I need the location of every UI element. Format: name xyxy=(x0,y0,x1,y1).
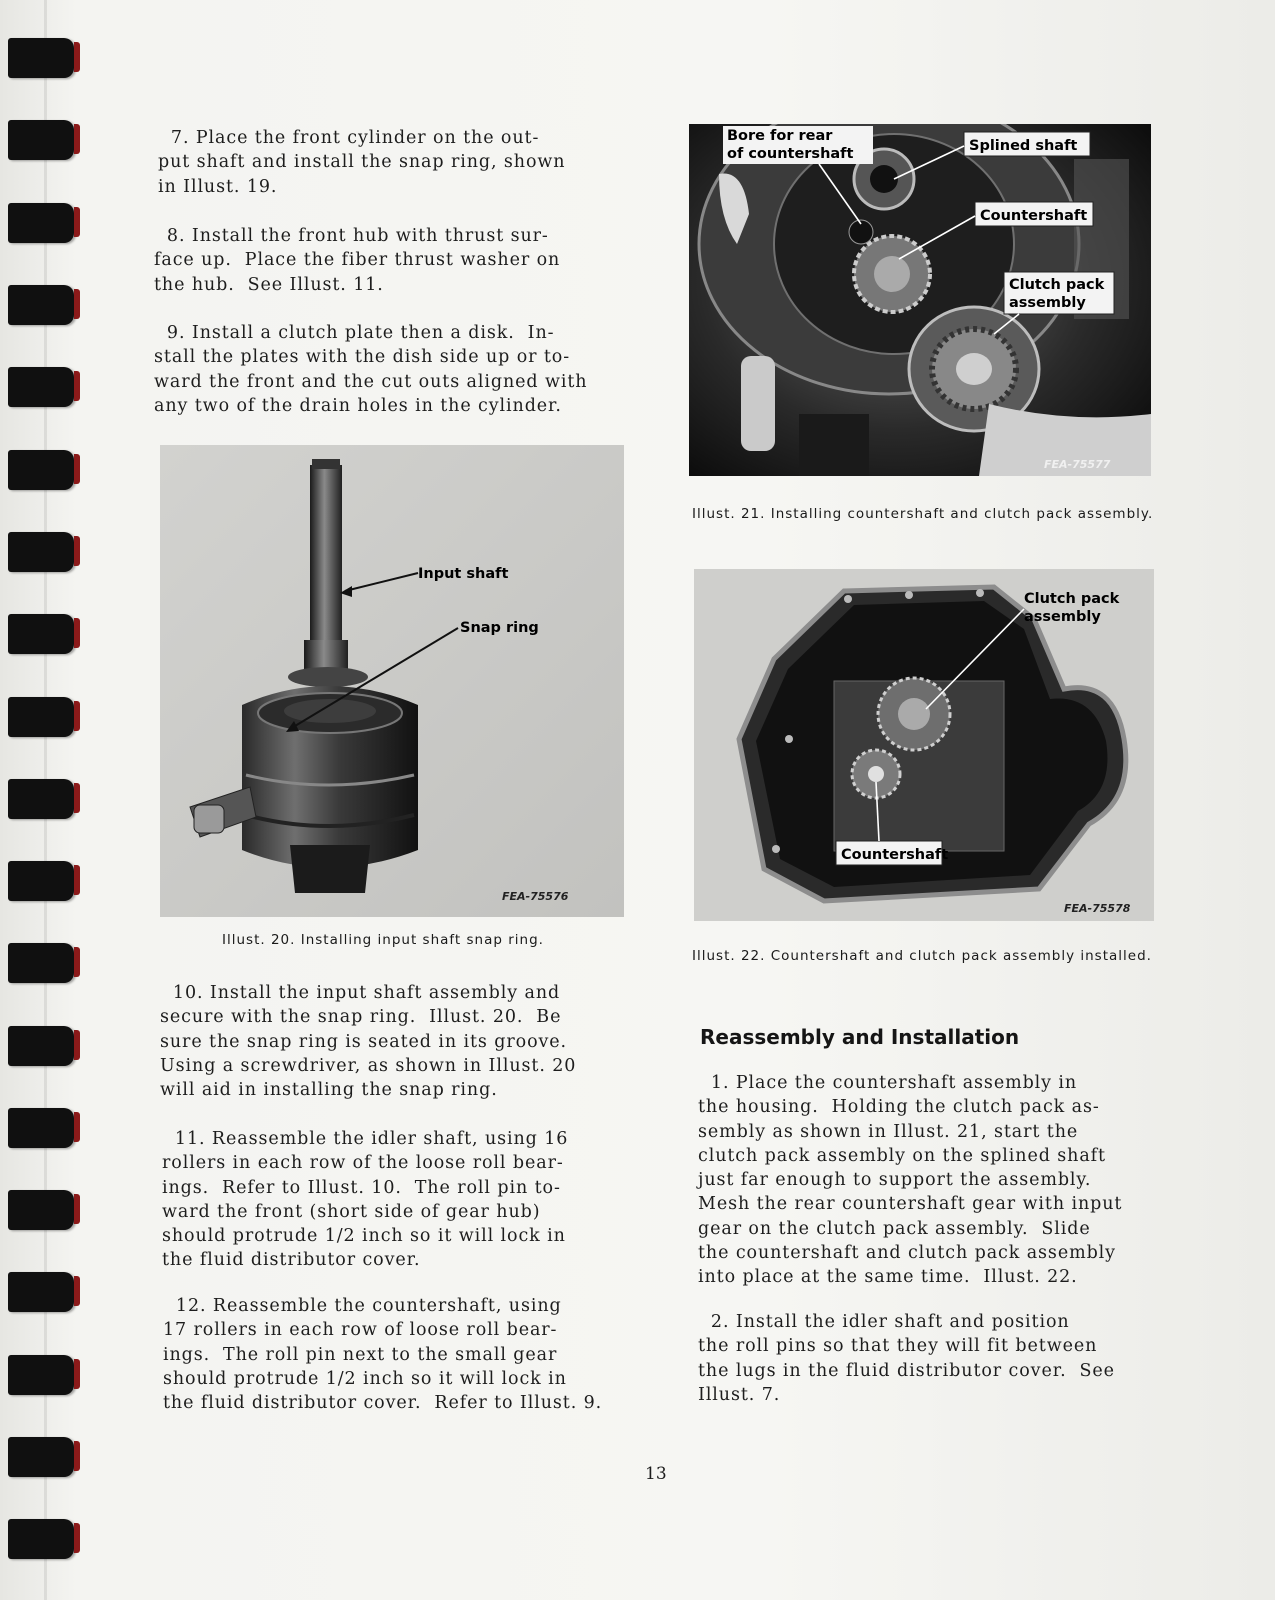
illust-20-code: FEA-75576 xyxy=(502,890,569,903)
illust-22-label-countershaft: Countershaft xyxy=(841,847,949,863)
illust-21-label-bore-1: Bore for rear xyxy=(727,128,833,144)
illust-20-label-snap-ring: Snap ring xyxy=(460,620,539,636)
illust-21-caption: Illust. 21. Installing countershaft and clutch pack assembly. xyxy=(692,506,1154,522)
page-number: 13 xyxy=(645,1464,667,1484)
illust-22-photo xyxy=(694,569,1154,921)
illust-22-label-clutch-pack-1: Clutch pack xyxy=(1024,591,1120,607)
section-heading: Reassembly and Installation xyxy=(700,1025,1020,1049)
step-8-paragraph: 8. Install the front hub with thrust sur- face up. Place the fiber thrust washer on the hub. See Illust. 11. xyxy=(154,226,561,295)
spiral-binding xyxy=(0,0,78,1600)
reassembly-step-1-paragraph: 1. Place the countershaft assembly in the housing. Holding the clutch pack as- sembly as shown in Illust. 21, start the clutch pack assembly on the splined shaft just far enough to support the assembly. Mesh the rear countershaft gear with input gear on the clutch pack assembly. Slide the countershaft and clutch pack assembly into place at the same time. Illust. 22. xyxy=(698,1073,1123,1288)
step-9-paragraph: 9. Install a clutch plate then a disk. In- stall the plates with the dish side up or to- ward the front and the cut outs aligned with any two of the drain holes in the cylinder. xyxy=(154,323,588,416)
illust-20-caption: Illust. 20. Installing input shaft snap ring. xyxy=(222,932,544,948)
illust-21-label-countershaft: Countershaft xyxy=(980,208,1088,224)
illust-20-label-input-shaft: Input shaft xyxy=(418,566,509,582)
illust-21-code: FEA-75577 xyxy=(1044,458,1111,471)
illust-22-caption: Illust. 22. Countershaft and clutch pack assembly installed. xyxy=(692,948,1152,964)
illust-21-label-bore-2: of countershaft xyxy=(727,146,854,162)
illust-22-code: FEA-75578 xyxy=(1064,902,1131,915)
input-shaft-shape xyxy=(310,465,342,655)
illust-21-photo xyxy=(689,124,1151,476)
step-7-paragraph: 7. Place the front cylinder on the out- put shaft and install the snap ring, shown in Illust. 19. xyxy=(158,128,566,197)
illust-21-label-clutch-pack-2: assembly xyxy=(1009,295,1086,311)
reassembly-step-2-paragraph: 2. Install the idler shaft and position the roll pins so that they will fit between the lugs in the fluid distributor cover. See Illust. 7. xyxy=(698,1312,1115,1405)
step-10-paragraph: 10. Install the input shaft assembly and secure with the snap ring. Illust. 20. Be sure the snap ring is seated in its groove. Using a screwdriver, as shown in Illust. 20 will aid in installing the snap ring. xyxy=(160,983,577,1101)
step-12-paragraph: 12. Reassemble the countershaft, using 17 rollers in each row of loose roll bear- ings. The roll pin next to the small gear should protrude 1/2 inch so it will lock in the fluid distributor cover. Refer to Illust. 9. xyxy=(163,1296,603,1414)
illust-20-photo xyxy=(160,445,624,917)
illust-22-label-clutch-pack-2: assembly xyxy=(1024,609,1101,625)
step-11-paragraph: 11. Reassemble the idler shaft, using 16 rollers in each row of the loose roll bear- ings. Refer to Illust. 10. The roll pin to- ward the front (short side of gear hub) should protrude 1/2 inch so it will lock in the fluid distributor cover. xyxy=(162,1129,569,1271)
illust-21-label-clutch-pack-1: Clutch pack xyxy=(1009,277,1105,293)
illust-21-label-splined-shaft: Splined shaft xyxy=(969,138,1078,154)
